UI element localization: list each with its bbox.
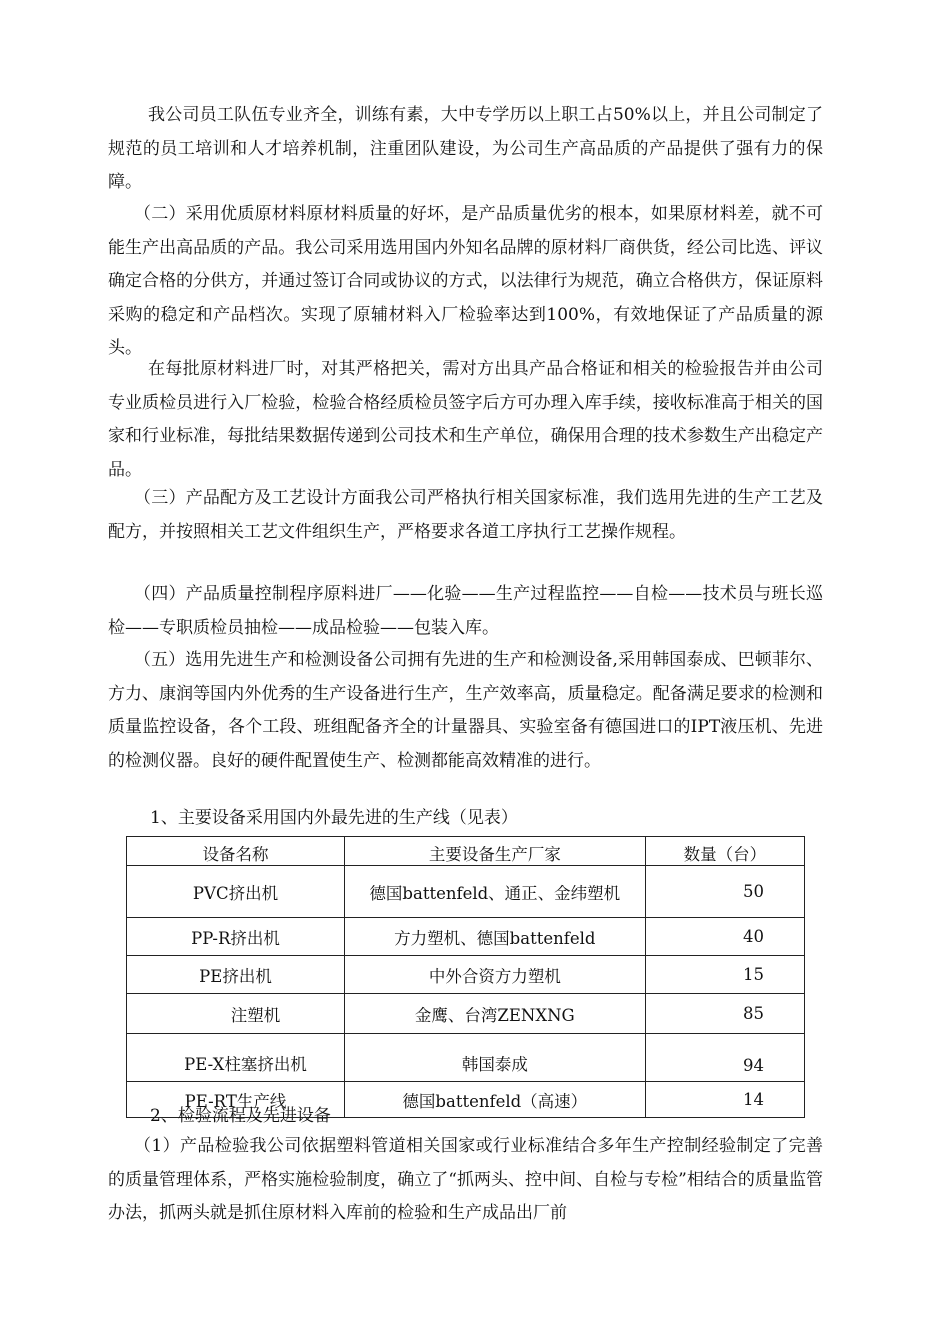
cell-equipment-name: PE-X柱塞挤出机 — [127, 1034, 345, 1082]
cell-manufacturer: 中外合资方力塑机 — [345, 956, 646, 994]
paragraph-formula-process: （三）产品配方及工艺设计方面我公司严格执行相关国家标准，我们选用先进的生产工艺及配方，并按照相关工艺文件组织生产，严格要求各道工序执行工艺操作规程。 — [108, 488, 823, 542]
cell-equipment-name: 注塑机 — [127, 994, 345, 1034]
cell-equipment-name: PE-RT生产线 — [127, 1082, 345, 1118]
cell-equipment-name: PVC挤出机 — [127, 866, 345, 918]
paragraph-raw-materials: （二）采用优质原材料原材料质量的好坏，是产品质量优劣的根本，如果原材料差，就不可能生产出高品质的产品。我公司采用选用国内外知名品牌的原材料厂商供货，经公司比选、评议确定合格的分供方，并通过签订合同或协议的方式，以法律行为规范，确立合格供方，保证原料采购的稳定和产品档次。实现了原辅材料入厂检验率达到100%，有效地保证了产品质量的源头。 — [108, 204, 823, 358]
cell-manufacturer: 德国battenfeld、通正、金纬塑机 — [345, 866, 646, 918]
cell-equipment-name: PP-R挤出机 — [127, 918, 345, 956]
cell-manufacturer: 德国battenfeld（高速） — [345, 1082, 646, 1118]
table-header-row — [127, 837, 805, 866]
paragraph-quality-control: （四）产品质量控制程序原料进厂——化验——生产过程监控——自检——技术员与班长巡检——专职质检员抽检——成品检验——包装入库。 — [108, 584, 823, 638]
cell-equipment-name: PE挤出机 — [127, 956, 345, 994]
table-row — [127, 956, 805, 994]
table-row — [127, 918, 805, 956]
section-heading-inspection: 2、检验流程及先进设备 — [150, 1106, 331, 1126]
paragraph-staff: 我公司员工队伍专业齐全，训练有素，大中专学历以上职工占50%以上，并且公司制定了规范的员工培训和人才培养机制，注重团队建设，为公司生产高品质的产品提供了强有力的保障。 — [108, 105, 823, 192]
cell-quantity: 85 — [645, 994, 804, 1034]
cell-manufacturer: 韩国泰成 — [345, 1034, 646, 1082]
equipment-table — [126, 836, 805, 1118]
table-row — [127, 994, 805, 1034]
cell-quantity: 50 — [645, 866, 804, 918]
cell-manufacturer: 方力塑机、德国battenfeld — [345, 918, 646, 956]
paragraph-equipment: （五）选用先进生产和检测设备公司拥有先进的生产和检测设备,采用韩国泰成、巴顿菲尔、方力、康润等国内外优秀的生产设备进行生产，生产效率高，质量稳定。配备满足要求的检测和质量监控设备，各个工段、班组配备齐全的计量器具、实验室备有德国进口的IPT液压机、先进的检测仪器。良好的硬件配置使生产、检测都能高效精准的进行。 — [108, 650, 823, 771]
cell-quantity: 14 — [645, 1082, 804, 1118]
header-manufacturer: 主要设备生产厂家 — [345, 837, 646, 866]
table-row — [127, 1034, 805, 1082]
table-caption: 1、主要设备采用国内外最先进的生产线（见表） — [150, 808, 518, 828]
cell-manufacturer: 金鹰、台湾ZENXNG — [345, 994, 646, 1034]
cell-quantity: 40 — [645, 918, 804, 956]
header-equipment-name: 设备名称 — [127, 837, 345, 866]
cell-quantity: 15 — [645, 956, 804, 994]
table-row — [127, 866, 805, 918]
paragraph-product-inspection: （1）产品检验我公司依据塑料管道相关国家或行业标准结合多年生产控制经验制定了完善的质量管理体系，严格实施检验制度，确立了“抓两头、控中间、自检与专检”相结合的质量监管办法，抓两头就是抓住原材料入库前的检验和生产成品出厂前 — [108, 1136, 823, 1223]
header-quantity: 数量（台） — [645, 837, 804, 866]
paragraph-incoming-inspection: 在每批原材料进厂时，对其严格把关，需对方出具产品合格证和相关的检验报告并由公司专业质检员进行入厂检验，检验合格经质检员签字后方可办理入库手续，接收标准高于相关的国家和行业标准，每批结果数据传递到公司技术和生产单位，确保用合理的技术参数生产出稳定产品。 — [108, 359, 823, 480]
cell-quantity: 94 — [645, 1034, 804, 1082]
